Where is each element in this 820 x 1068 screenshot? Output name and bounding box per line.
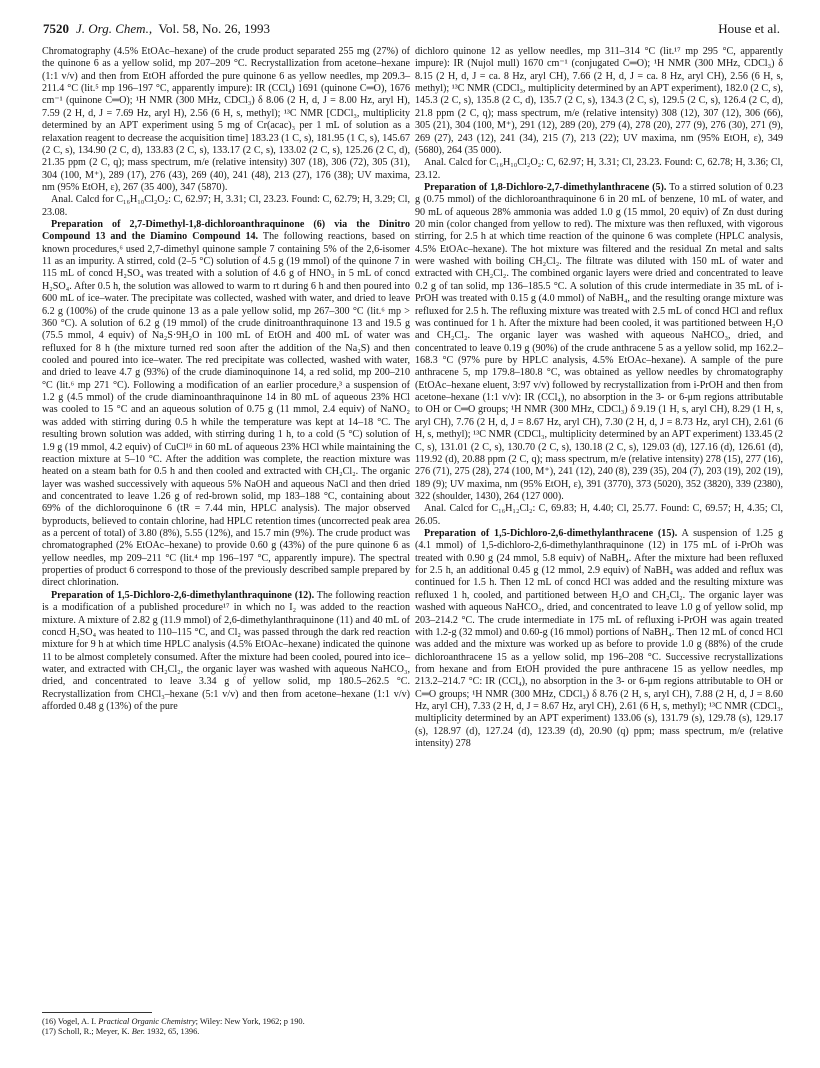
section-heading-quinone6-dinitro: Preparation of 2,7-Dimethyl-1,8-dichloroanthraquinone (6) via the Dinitro Compound 13 and the Diamino Compound 14. <box>42 219 410 243</box>
section-heading-anthracene15: Preparation of 1,5-Dichloro-2,6-dimethylanthracene (15). <box>424 528 678 540</box>
paragraph-quinone12-characterization: dichloro quinone 12 as yellow needles, mp 311–314 °C (lit.¹⁷ mp 295 °C, apparently impure): IR (Nujol mull) 1670 cm⁻¹ (conjugated C═O); ¹H NMR (300 MHz, CDCl₃) δ 8.15 (2 H, d, J = ca. 8 Hz, aryl CH), 7.66 (2 H, d, J = ca. 8 Hz, aryl CH), 2.56 (6 H, s, methyl); ¹³C NMR (CDCl₃, multiplicity determined by an APT experiment), 182.0 (2 C, s), 145.3 (2 C, s), 135.8 (2 C, d), 135.7 (2 C, s), 134.3 (2 C, s), 129.5 (2 C, s), 126.4 (2 C, d), 21.8 ppm (2 C, q); mass spectrum, m/e (relative intensity) 308 (12), 307 (12), 306 (66), 305 (21), 304 (100, M⁺), 291 (12), 289 (20), 279 (4), 278 (20), 277 (9), 276 (30), 271 (9), 269 (27), 243 (12), 241 (34), 215 (7), 213 (22); UV maxima, nm (95% EtOH, ε), 349 (5680), 264 (35 000). <box>415 46 783 156</box>
section-heading-anthracene5: Preparation of 1,8-Dichloro-2,7-dimethylanthracene (5). <box>424 181 667 193</box>
footnote-16-book-title: Practical Organic Chemistry <box>98 1017 196 1026</box>
section-body-anthracene15: A suspension of 1.25 g (4.1 mmol) of 1,5-dichloro-2,6-dimethylanthraquinone (12) in 175 mL of i-PrOh was treated with 0.90 g (24 mmol, 5.8 equiv) of NaBH₄. After the mixture had been refluxed for 2.5 h, an additional 0.45 g (12 mmol, 2.9 equiv) of NaBH₄ was added and reflux was continued for 1.5 h. Then 12 mL of concd HCl was added and the resulting mixture was refluxed 1 h, cooled, and partitioned between H₂O and CH₂Cl₂. The organic layer was washed with aqueous NaHCO₃, dried, and concentrated to leave 1.0 g of yellow solid, mp 203–214.2 °C. The crude intermediate in 175 mL of refluxing i-PrOH was again treated with 1.2-g (32 mmol) and 0.60-g (16 mmol) portions of NaBH₄. Then 12 mL of concd HCl was added and the mixture was worked up as before to provide 1.0 g (88%) of the crude dichloroanthracene 15 as a yellow solid, mp 196–208 °C. Successive recrystallizations from hexane and from EtOH provided the pure anthracene 15 as yellow needles, mp 213.2–214.7 °C: IR (CCl₄), no absorption in the 3- or 6-μm regions attributable to OH or C═O groups; ¹H NMR (300 MHz, CDCl₃) δ 8.76 (2 H, s, aryl CH), 7.88 (2 H, d, J = 8.60 Hz, aryl CH), 7.33 (2 H, d, J = 8.67 Hz, aryl CH), 2.61 (6 H, s, methyl); ¹³C NMR (CDCl₃, multiplicity determined by an APT experiment) 133.06 (s), 131.79 (s), 129.78 (s), 129.17 (s), 128.97 (d), 127.24 (d), 123.39 (d), 20.90 (q) ppm; mass spectrum, m/e (relative intensity) 278 <box>415 528 783 750</box>
section-body-anthracene5: To a stirred solution of 0.23 g (0.75 mmol) of the dichloroanthraquinone 6 in 20 mL of benzene, 10 mL of water, and 90 mL of aqueous 28% ammonia was added 1.0 g (15 mmol, 20 equiv) of Zn dust during 20 min (color changed from yellow to red). The mixture was then refluxed, with vigorous stirring, for 2.5 h at which time reaction of the quinone 6 was complete (HPLC analysis, 4.5% EtOAc–hexane). The hot mixture was filtered and the residual Zn metal and salts were washed with boiling CH₂Cl₂. The filtrate was diluted with 150 mL of water and extracted with CH₂Cl₂. The combined organic layers were dried and concentrated to leave 0.2 g of tan solid, mp 136–185.5 °C. A solution of this crude intermediate in 35 mL of i-PrOH was treated with 0.15 g (4.0 mmol) of NaBH₄, and the resulting orange mixture was refluxed for 2.5 h. The refluxing mixture was treated with 2.5 mL of concd HCl and reflux was continued for 1 h. After the mixture had been cooled, it was partitioned between H₂O and CH₂Cl₂. The organic layer was washed with aqueous NaHCO₃, dried, and concentrated to leave 0.19 g (90%) of the crude anthracene 5 as a yellow solid, mp 162.2–168.3 °C (97% pure by HPLC analysis, 4.5% EtOAc–hexane). A sample of the pure anthracene 5, mp 179.8–180.8 °C, was obtained as yellow needles by chromatography (EtOAc–hexane eluent, 3:97 v/v) followed by recrystallization from i-PrOH and then from acetone–hexane (1:1 v/v): IR (CCl₄), no absorption in the 3- or 6-μm regions attributable to OH or C═O groups; ¹H NMR (300 MHz, CDCl₃) δ 9.19 (1 H, s, aryl CH), 8.29 (1 H, s, aryl CH), 7.76 (2 H, d, J = 8.67 Hz, aryl CH), 7.30 (2 H, d, J = 8.73 Hz, aryl CH), 2.61 (6 H, s, methyl); ¹³C NMR (CDCl₃, multiplicity determined by an APT experiment) 133.45 (2 C, s), 131.01 (2 C, s), 130.70 (2 C, s), 130.18 (2 C, s), 129.03 (d), 127.16 (d), 126.61 (d), 119.92 (d), 20.88 ppm (2 C, q); mass spectrum, m/e (relative intensity) 278 (15), 277 (16), 276 (71), 275 (28), 274 (100, M⁺), 241 (12), 240 (8), 239 (35), 204 (7), 203 (19), 202 (19), 189 (9); UV maxima, nm (95% EtOH, ε), 391 (3770), 373 (5020), 352 (3820), 339 (2380), 322 (shoulder, 1430), 264 (127 000). <box>415 181 783 502</box>
footnote-17-journal: Ber. <box>131 1027 145 1037</box>
footnote-16 <box>42 1017 410 1027</box>
footnote-rule <box>42 1012 152 1013</box>
paragraph-prep-anthracene15 <box>415 528 783 750</box>
left-column <box>42 46 410 713</box>
footnote-17-citation: 1932, 65, 1396. <box>144 1027 200 1037</box>
section-heading-quinone12: Preparation of 1,5-Dichloro-2,6-dimethylanthraquinone (12). <box>51 589 315 601</box>
footnote-17-authors: (17) Scholl, R.; Meyer, K. <box>42 1027 132 1037</box>
footnote-16-authors: (16) Vogel, A. I. <box>42 1017 99 1026</box>
paragraph-quinone6-characterization: Chromatography (4.5% EtOAc–hexane) of the crude product separated 255 mg (27%) of the quinone 6 as a yellow solid, mp 207–209 °C. Recrystallization from acetone–hexane (1:1 v/v) and then from EtOH afforded the pure quinone 6 as yellow needles, mp 209.3–211.4 °C (lit.⁵ mp 196–197 °C, apparently impure): IR (CCl₄) 1691 (quinone C═O), 1676 cm⁻¹ (quinone C═O); ¹H NMR (300 MHz, CDCl₃) δ 8.06 (2 H, d, J = 8.00 Hz, aryl H), 7.59 (2 H, d, J = 7.69 Hz, aryl H), 2.56 (6 H, s, methyl); ¹³C NMR [CDCl₃, multiplicity determined by an APT experiment using 5 mg of Cr(acac)₃ per 1 mL of solution as a relaxation reagent to decrease the acquisition time] 183.23 (1 C, s), 181.95 (1 C, s), 145.67 (2 C, s), 134.90 (2 C, d), 133.83 (2 C, s), 133.17 (2 C, s), 133.02 (2 C, s), 125.26 (2 C, d), 21.35 ppm (2 C, q); mass spectrum, m/e (relative intensity) 307 (18), 306 (72), 305 (31), 304 (100, M⁺), 289 (17), 276 (43), 269 (40), 241 (48), 213 (27), 176 (38); UV maxima, nm (95% EtOH, ε), 267 (35 400), 347 (5870). <box>42 46 410 193</box>
journal-name: J. Org. Chem., <box>76 21 153 36</box>
footnotes <box>42 1012 410 1038</box>
running-header <box>43 20 780 38</box>
header-left <box>43 20 270 38</box>
header-author: House et al. <box>718 21 780 36</box>
volume-issue: Vol. 58, No. 26, 1993 <box>158 21 271 36</box>
section-body-quinone6-dinitro: The following reactions, based on known procedures,⁶ used 2,7-dimethyl quinone sample 7 containing 5% of the 2,6-isomer 11 as an impurity. A stirred, cold (2–5 °C) solution of 4.5 g (19 mmol) of the quinone 7 in 115 mL of concd H₂SO₄ was treated with a solution of 4.6 g of HNO₃ in 5 mL of concd H₂SO₄. After 0.5 h, the solution was allowed to warm to rt during 6 h and then poured into 600 mL of ice–water. The precipitate was collected, washed with water, and dried to leave 6.2 g (100%) of the crude quinone 13 as a pale yellow solid, mp 267–300 °C (lit.⁶ mp > 360 °C). A solution of 6.2 g (19 mmol) of the crude dinitroanthraquinone 13 and 19.5 g (75.5 mmol, 4 equiv) of Na₂S·9H₂O in 100 mL of EtOH and 400 mL of water was refluxed for 8 h (the mixture turned red soon after the addition of the Na₂S) and then cooled and poured into ice–water. The red precipitate was collected, washed with water, and dried to leave 4.7 g (93%) of the crude diaminoquinone 14, a red solid, mp 200–210 °C (lit.⁶ mp 271 °C). Following a modification of an earlier procedure,³ a suspension of 1.2 g (4.5 mmol) of the crude diaminoanthraquinone 14 in 80 mL of aqueous 23% HCl was cooled to 15 °C and an aqueous solution of 0.75 g (11 mmol, 2.4 equiv) of NaNO₂ was added with stirring during 0.5 h while the temperature was kept at 14–18 °C. The resulting brown solution was added, with stirring during 1 h, to a cold (5 °C) solution of 1.9 g (19 mmol, 4.2 equiv) of CuCl¹⁶ in 60 mL of aqueous 23% HCl while maintaining the reaction mixture at 5–10 °C. After the addition was complete, the reaction mixture was heated on a steam bath for 0.5 h and then cooled and extracted with CH₂Cl₂. The organic layer was washed successively with aqueous 5% NaOH and aqueous NaCl and then dried and concentrated to leave 1.26 g of red-brown solid, mp 183–188 °C, containing about 69% of the dichloroquinone 6 (tR = 7.44 min, HPLC analysis). The major observed byproducts, believed to contain chlorine, had HPLC retention times (uncorrected peak area as a percent of total) of 3.80 (8%), 5.55 (12%), and 15.7 min (9%). The crude product was chromatographed (2% EtOAc–hexane) to provide 0.60 g (43%) of the pure quinone 6 as yellow needles, mp 209–211 °C (lit.⁴ mp 196–197 °C, apparently impure). The spectral properties of product 6 correspond to those of the previously described sample prepared by direct chlorination. <box>42 231 410 589</box>
right-column <box>415 46 783 750</box>
section-body-quinone12: The following reaction is a modification of a published procedure¹⁷ in which no I₂ was added to the reaction mixture. A mixture of 2.82 g (11.9 mmol) of 2,6-dimethylanthraquinone (11) and 40 mL of concd H₂SO₄ was heated to 110–115 °C, and Cl₂ was passed through the dark red reaction mixture for 9 h at which time HPLC analysis (4.5% EtOAc–hexane) indicated the quinone 11 to be almost completely consumed. After the mixture had been cooled, poured into ice–water, and extracted with CH₂Cl₂, the organic layer was washed with aqueous NaHCO₃, dried, and concentrated to leave 3.34 g of yellow solid, mp 180.5–262.5 °C. Recrystallization from CHCl₃–hexane (5:1 v/v) and then from acetone–hexane (1:1 v/v) afforded 0.48 g (13%) of the pure <box>42 589 410 713</box>
paragraph-prep-anthracene5 <box>415 182 783 503</box>
footnote-17 <box>42 1027 410 1037</box>
paragraph-anal-anthracene5: Anal. Calcd for C₁₆H₁₂Cl₂: C, 69.83; H, 4.40; Cl, 25.77. Found: C, 69.57; H, 4.35; Cl, 26.05. <box>415 503 783 527</box>
paragraph-anal-quinone12: Anal. Calcd for C₁₆H₁₀Cl₂O₂: C, 62.97; H, 3.31; Cl, 23.23. Found: C, 62.78; H, 3.36; Cl, 23.12. <box>415 157 783 181</box>
paragraph-prep-dinitro-route <box>42 219 410 590</box>
footnote-16-publisher: ; Wiley: New York, 1962; p 190. <box>195 1017 305 1026</box>
page-number: 7520 <box>43 21 69 36</box>
paragraph-anal-quinone6: Anal. Calcd for C₁₆H₁₀Cl₂O₂: C, 62.97; H, 3.31; Cl, 23.23. Found: C, 62.79; H, 3.29; Cl, 23.08. <box>42 194 410 218</box>
paragraph-prep-quinone12 <box>42 590 410 714</box>
